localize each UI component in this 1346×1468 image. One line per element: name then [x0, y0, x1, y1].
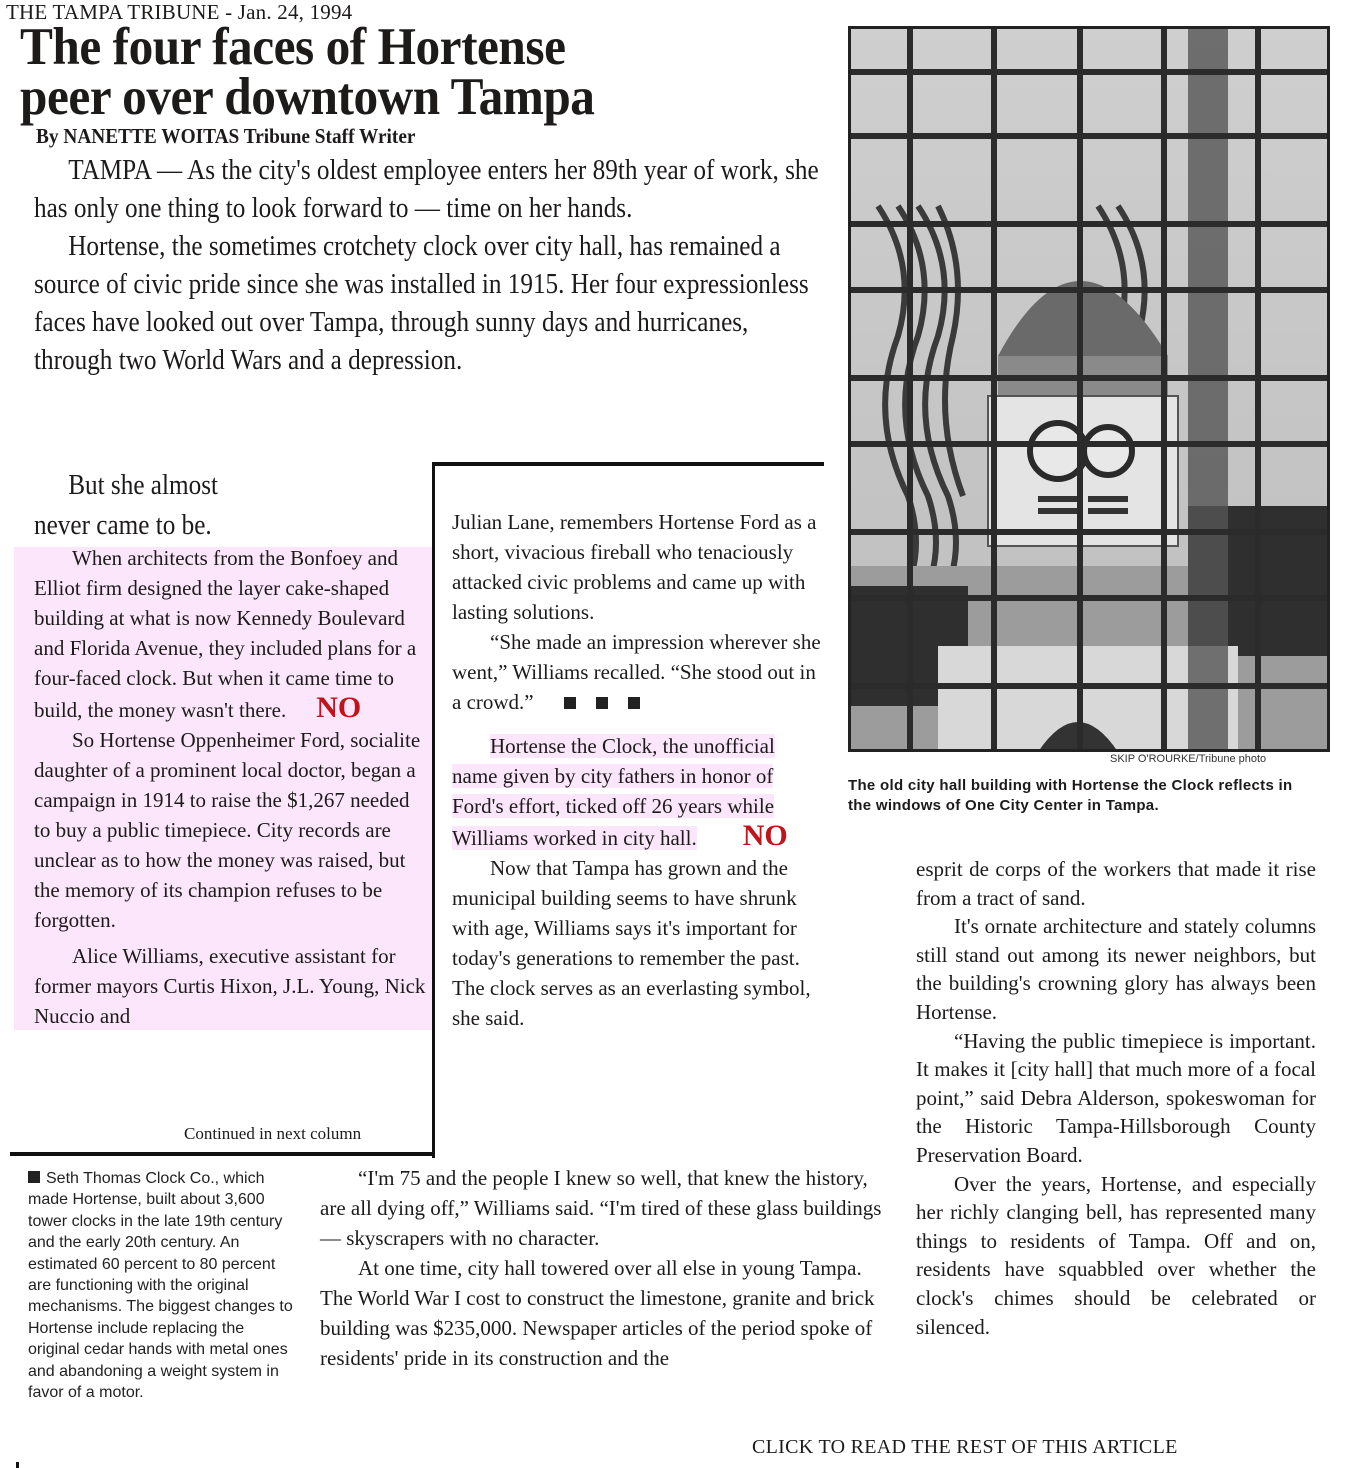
photo-illustration	[848, 26, 1330, 752]
almost-never-paragraph	[34, 466, 259, 546]
column-2	[452, 507, 824, 1033]
column-4-paragraph: Over the years, Hortense, and especially her richly clanging bell, has represented many things to residents of Tampa. Off and on, residents have squabbled over whether the clock's chimes should be celebrated or silenced.	[916, 1171, 1316, 1339]
byline: By NANETTE WOITAS Tribune Staff Writer	[36, 124, 416, 148]
continued-note: Continued in next column	[184, 1124, 362, 1143]
break-square-icon	[564, 697, 576, 709]
stray-mark	[16, 1462, 19, 1468]
frame-rule-left	[432, 462, 435, 1158]
sidebar-text: Seth Thomas Clock Co., which made Hortense, built about 3,600 tower clocks in the late 19th century and the early 20th century. An estimated 60 percent to 80 percent are functioning with the original mechanisms. The biggest changes to Hortense include replacing the original cedar hands with metal ones and abandoning a weight system in favor of a motor.	[28, 1170, 293, 1402]
lead-paragraphs	[34, 152, 826, 380]
column-1	[34, 543, 426, 1031]
lead-paragraph: Hortense, the sometimes crotchety clock over city hall, has remained a source of civic pride since she was installed in 1915. Her four expressionless faces have looked out over Tampa, through sunny days and hurricanes, through two World Wars and a depression.	[34, 231, 809, 376]
column-2-paragraph: Julian Lane, remembers Hortense Ford as a short, vivacious fireball who tenaciously attacked civic problems and came up with lasting solutions.	[452, 510, 817, 624]
photo-caption: The old city hall building with Hortense the Clock reflects in the windows of One City Center in Tampa.	[848, 777, 1293, 814]
highlighted-text: Hortense the Clock, the unofficial name given by city fathers in honor of Ford's effort, ticked off 26 years while Williams worked in city hall.	[452, 734, 775, 850]
column-3-paragraph: “I'm 75 and the people I knew so well, that knew the history, are all dying off,” Williams said. “I'm tired of these glass buildings — skyscrapers with no character.	[320, 1166, 882, 1250]
column-3-paragraph: At one time, city hall towered over all else in young Tampa. The World War I cost to construct the limestone, granite and brick building was $235,000. Newspaper articles of the period spoke of residents' pride in its construction and the	[320, 1256, 875, 1370]
break-square-icon	[628, 697, 640, 709]
column-1-paragraph: Alice Williams, executive assistant for former mayors Curtis Hixon, J.L. Young, Nick Nuccio and	[34, 944, 426, 1028]
column-4-paragraph: It's ornate architecture and stately columns still stand out among its newer neighbors, but the building's crowning glory has always been Hortense.	[916, 914, 1316, 1024]
frame-rule-top	[432, 462, 824, 466]
column-3	[320, 1163, 890, 1373]
column-2-paragraph: Now that Tampa has grown and the municipal building seems to have shrunk with age, Williams says it's important for today's generations to remember the past. The clock serves as an everlasting symbol, she said.	[452, 856, 811, 1030]
lead-paragraph: TAMPA — As the city's oldest employee enters her 89th year of work, she has only one thing to look forward to — time on her hands.	[34, 155, 819, 224]
sidebar-fact	[28, 1168, 298, 1403]
column-1-paragraph: So Hortense Oppenheimer Ford, socialite daughter of a prominent local doctor, began a campaign in 1914 to raise the $1,267 needed to buy a public timepiece. City records are unclear as to how the money was raised, but the memory of its champion refuses to be forgotten.	[34, 728, 421, 932]
annotation-mark: NO	[316, 691, 362, 724]
bullet-square-icon	[28, 1171, 40, 1183]
column-1-text: When architects from the Bonfoey and Elliot firm designed the layer cake-shaped building at what is now Kennedy Boulevard and Florida Avenue, they included plans for a four-faced clock. But when it came time to build, the money wasn't there.	[34, 546, 417, 722]
column-1-paragraph	[34, 543, 426, 725]
headline-line-2: peer over downtown Tampa	[20, 68, 595, 126]
read-more-link[interactable]: CLICK TO READ THE REST OF THIS ARTICLE	[752, 1436, 1178, 1458]
column-4-paragraph: “Having the public timepiece is important. It makes it [city hall] that much more of a focal point,” said Debra Alderson, spokeswoman for the Historic Tampa-Hillsborough County Preservation Board.	[916, 1028, 1316, 1167]
headline	[20, 18, 838, 126]
annotation-mark: NO	[742, 819, 788, 852]
photo-credit: SKIP O'ROURKE/Tribune photo	[1110, 753, 1267, 765]
column-4-paragraph: esprit de corps of the workers that made it rise from a tract of sand.	[916, 857, 1316, 910]
masthead: THE TAMPA TRIBUNE - Jan. 24, 1994	[6, 0, 353, 24]
section-break	[564, 697, 640, 709]
almost-never-text: But she almost never came to be.	[34, 470, 219, 541]
break-square-icon	[596, 697, 608, 709]
city-hall-reflection-photo	[848, 26, 1330, 752]
column-4	[916, 855, 1316, 1341]
column-2-paragraph	[452, 731, 824, 853]
headline-line-1: The four faces of Hortense	[20, 18, 566, 76]
quote-text: “She made an impression wherever she went,” Williams recalled. “She stood out in a crowd.”	[452, 630, 821, 714]
column-2-paragraph	[452, 627, 824, 717]
frame-rule-bottom	[10, 1152, 435, 1156]
